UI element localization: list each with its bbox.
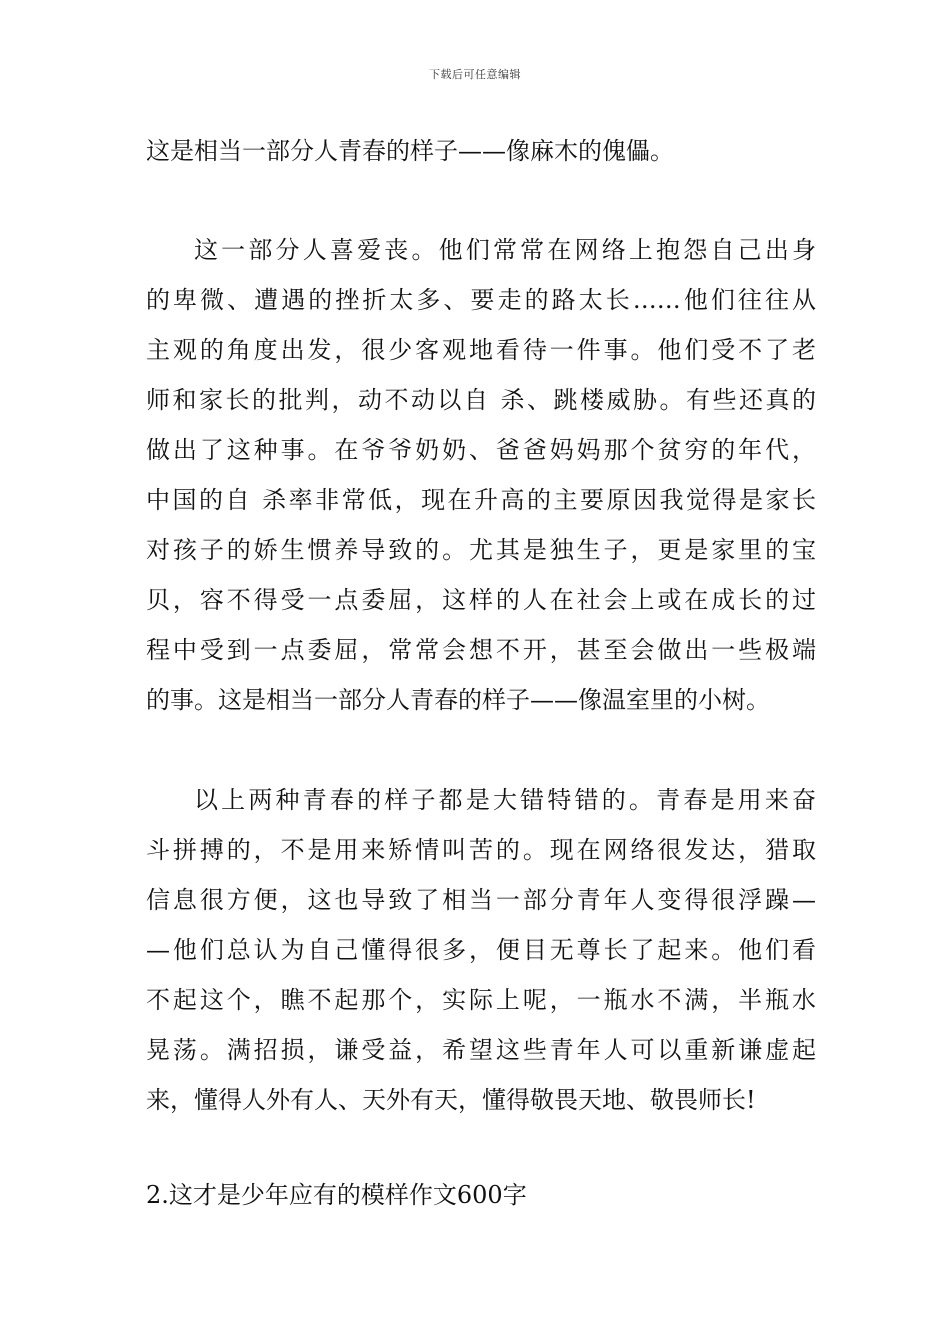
section-heading: 2.这才是少年应有的模样作文600字: [146, 1181, 527, 1209]
paragraph-line: —他们总认为自己懂得很多，便目无尊长了起来。他们看: [146, 936, 816, 964]
paragraph-line: 晃荡。满招损，谦受益，希望这些青年人可以重新谦虚起: [146, 1036, 816, 1064]
paragraph-line: 来，懂得人外有人、天外有天，懂得敬畏天地、敬畏师长!: [146, 1086, 756, 1114]
header-note: 下载后可任意编辑: [429, 68, 521, 81]
paragraph-line: 贝，容不得受一点委屈，这样的人在社会上或在成长的过: [146, 586, 816, 614]
paragraph-line: 斗拼搏的，不是用来矫情叫苦的。现在网络很发达，猎取: [146, 836, 816, 864]
paragraph-line: 这一部分人喜爱丧。他们常常在网络上抱怨自己出身: [194, 236, 816, 264]
paragraph-line: 主观的角度出发，很少客观地看待一件事。他们受不了老: [146, 336, 816, 364]
paragraph-line: 对孩子的娇生惯养导致的。尤其是独生子，更是家里的宝: [146, 536, 816, 564]
paragraph-line: 做出了这种事。在爷爷奶奶、爸爸妈妈那个贫穷的年代，: [146, 436, 816, 464]
paragraph-line: 以上两种青春的样子都是大错特错的。青春是用来奋: [194, 786, 816, 814]
paragraph-line: 这是相当一部分人青春的样子——像麻木的傀儡。: [146, 137, 674, 165]
paragraph-line: 信息很方便，这也导致了相当一部分青年人变得很浮躁—: [146, 886, 816, 914]
paragraph-line: 的事。这是相当一部分人青春的样子——像温室里的小树。: [146, 686, 770, 714]
paragraph-line: 不起这个，瞧不起那个，实际上呢，一瓶水不满，半瓶水: [146, 986, 816, 1014]
paragraph-line: 中国的自 杀率非常低，现在升高的主要原因我觉得是家长: [146, 486, 816, 514]
paragraph-line: 的卑微、遭遇的挫折太多、要走的路太长……他们往往从: [146, 286, 816, 314]
paragraph-line: 程中受到一点委屈，常常会想不开，甚至会做出一些极端: [146, 636, 816, 664]
paragraph-line: 师和家长的批判，动不动以自 杀、跳楼威胁。有些还真的: [146, 386, 816, 414]
